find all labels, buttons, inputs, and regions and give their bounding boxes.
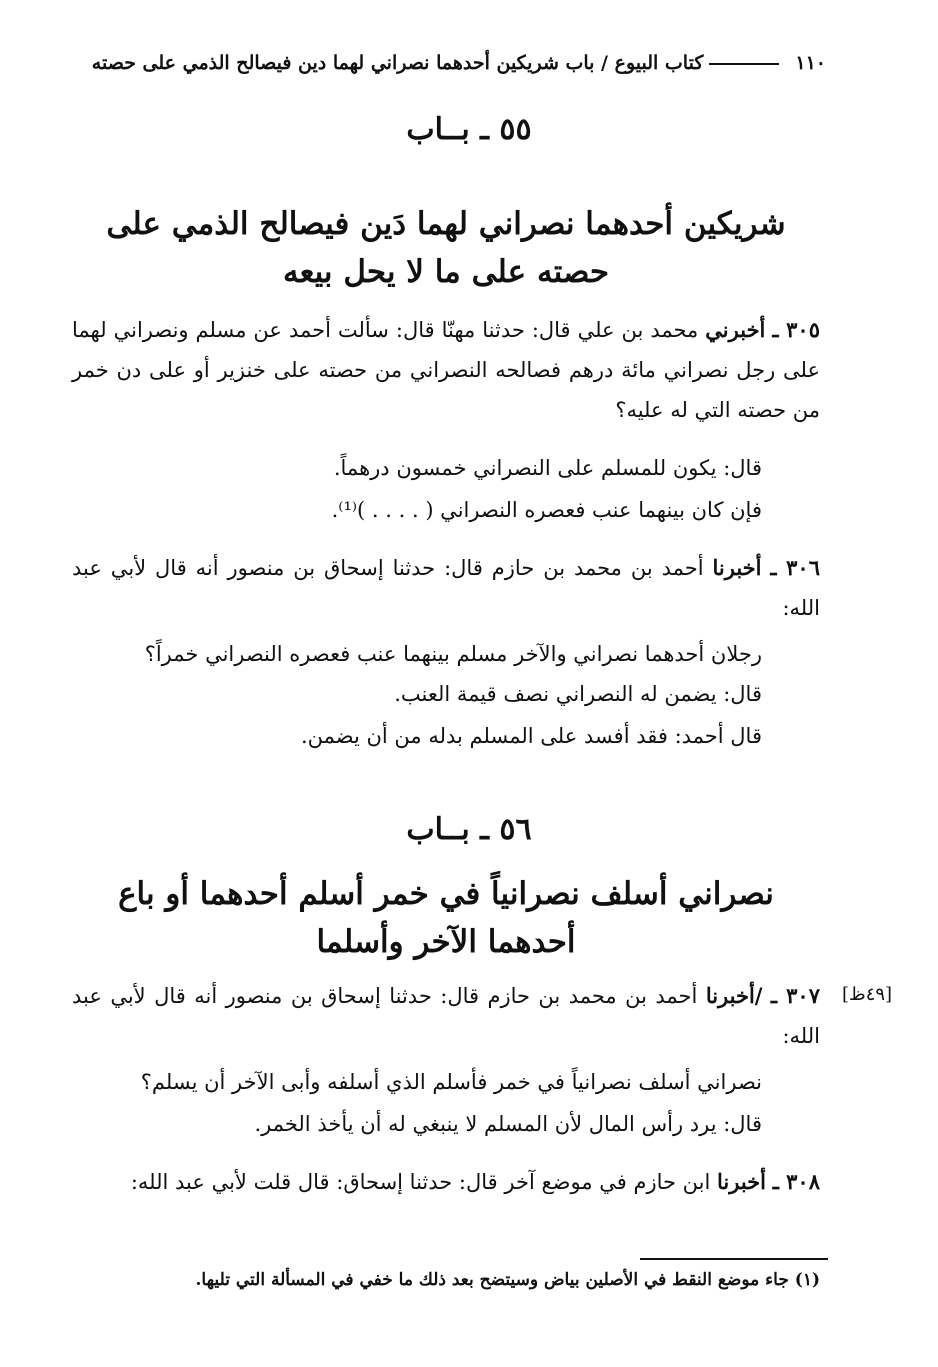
hadith-number: ٣٠٦ ـ [770,555,820,580]
hadith-lead: أخبرنا [717,1169,766,1194]
hadith-number: ٣٠٨ ـ [772,1169,820,1194]
hadith-number: ٣٠٥ ـ [772,317,820,342]
running-header [66,52,826,82]
hadith-308 [72,1162,820,1202]
hadith-305-answer-2: فإن كان بينهما عنب فعصره النصراني ( . . . . )⁽¹⁾. [331,498,762,522]
hadith-307-question: نصراني أسلف نصرانياً في خمر فأسلم الذي أسلفه وأبى الآخر أن يسلم؟ [140,1070,762,1094]
running-title: كتاب البيوع / باب شريكين أحدهما نصراني لهما دين فيصالح الذمي على حصته [91,52,704,74]
hadith-lead: أخبرني [705,317,766,342]
hadith-307 [72,976,820,1056]
footnote: (١) جاء موضع النقط في الأصلين بياض وسيتضح بعد ذلك ما خفي في المسألة التي تليها. [195,1270,820,1290]
page-number: ١١٠ [795,52,826,74]
hadith-307-answer: قال: يرد رأس المال لأن المسلم لا ينبغي له أن يأخذ الخمر. [254,1112,762,1136]
chapter-55-title: شريكين أحدهما نصراني لهما دَين فيصالح الذمي على حصته على ما لا يحل بيعه [106,206,786,290]
footnote-rule [640,1258,828,1260]
hadith-text: ابن حازم في موضع آخر قال: حدثنا إسحاق: قال قلت لأبي عبد الله: [130,1170,711,1194]
hadith-lead: أخبرنا [712,555,762,580]
manuscript-folio-note: [٤٩ظ] [842,984,893,1005]
hadith-number: ٣٠٧ ـ [770,983,820,1008]
header-rule [709,63,779,65]
hadith-text: أحمد بن محمد بن حازم قال: حدثنا إسحاق بن منصور أنه قال لأبي عبد الله: [72,556,820,620]
hadith-text: محمد بن علي قال: حدثنا مهنّا قال: سألت أحمد عن مسلم ونصراني لهما على رجل نصراني مائة درهم فصالحه النصراني من حصته على خنزير أو على دن خمر من حصته التي له عليه؟ [72,318,820,422]
chapter-56-heading: ٥٦ ـ بــاب [406,812,532,847]
chapter-55-heading: ٥٥ ـ بــاب [406,112,532,147]
hadith-305 [72,310,820,430]
hadith-306-question: رجلان أحدهما نصراني والآخر مسلم بينهما عنب فعصره النصراني خمراً؟ [144,642,762,666]
hadith-lead: /أخبرنا [705,983,763,1008]
chapter-56-title: نصراني أسلف نصرانياً في خمر أسلم أحدهما أو باع أحدهما الآخر وأسلما [118,876,774,960]
hadith-306 [72,548,820,628]
hadith-text: أحمد بن محمد بن حازم قال: حدثنا إسحاق بن منصور أنه قال لأبي عبد الله: [72,984,820,1048]
hadith-305-answer-1: قال: يكون للمسلم على النصراني خمسون درهماً. [333,456,762,480]
hadith-306-answer-2: قال أحمد: فقد أفسد على المسلم بدله من أن يضمن. [300,724,762,748]
hadith-306-answer-1: قال: يضمن له النصراني نصف قيمة العنب. [394,682,762,706]
